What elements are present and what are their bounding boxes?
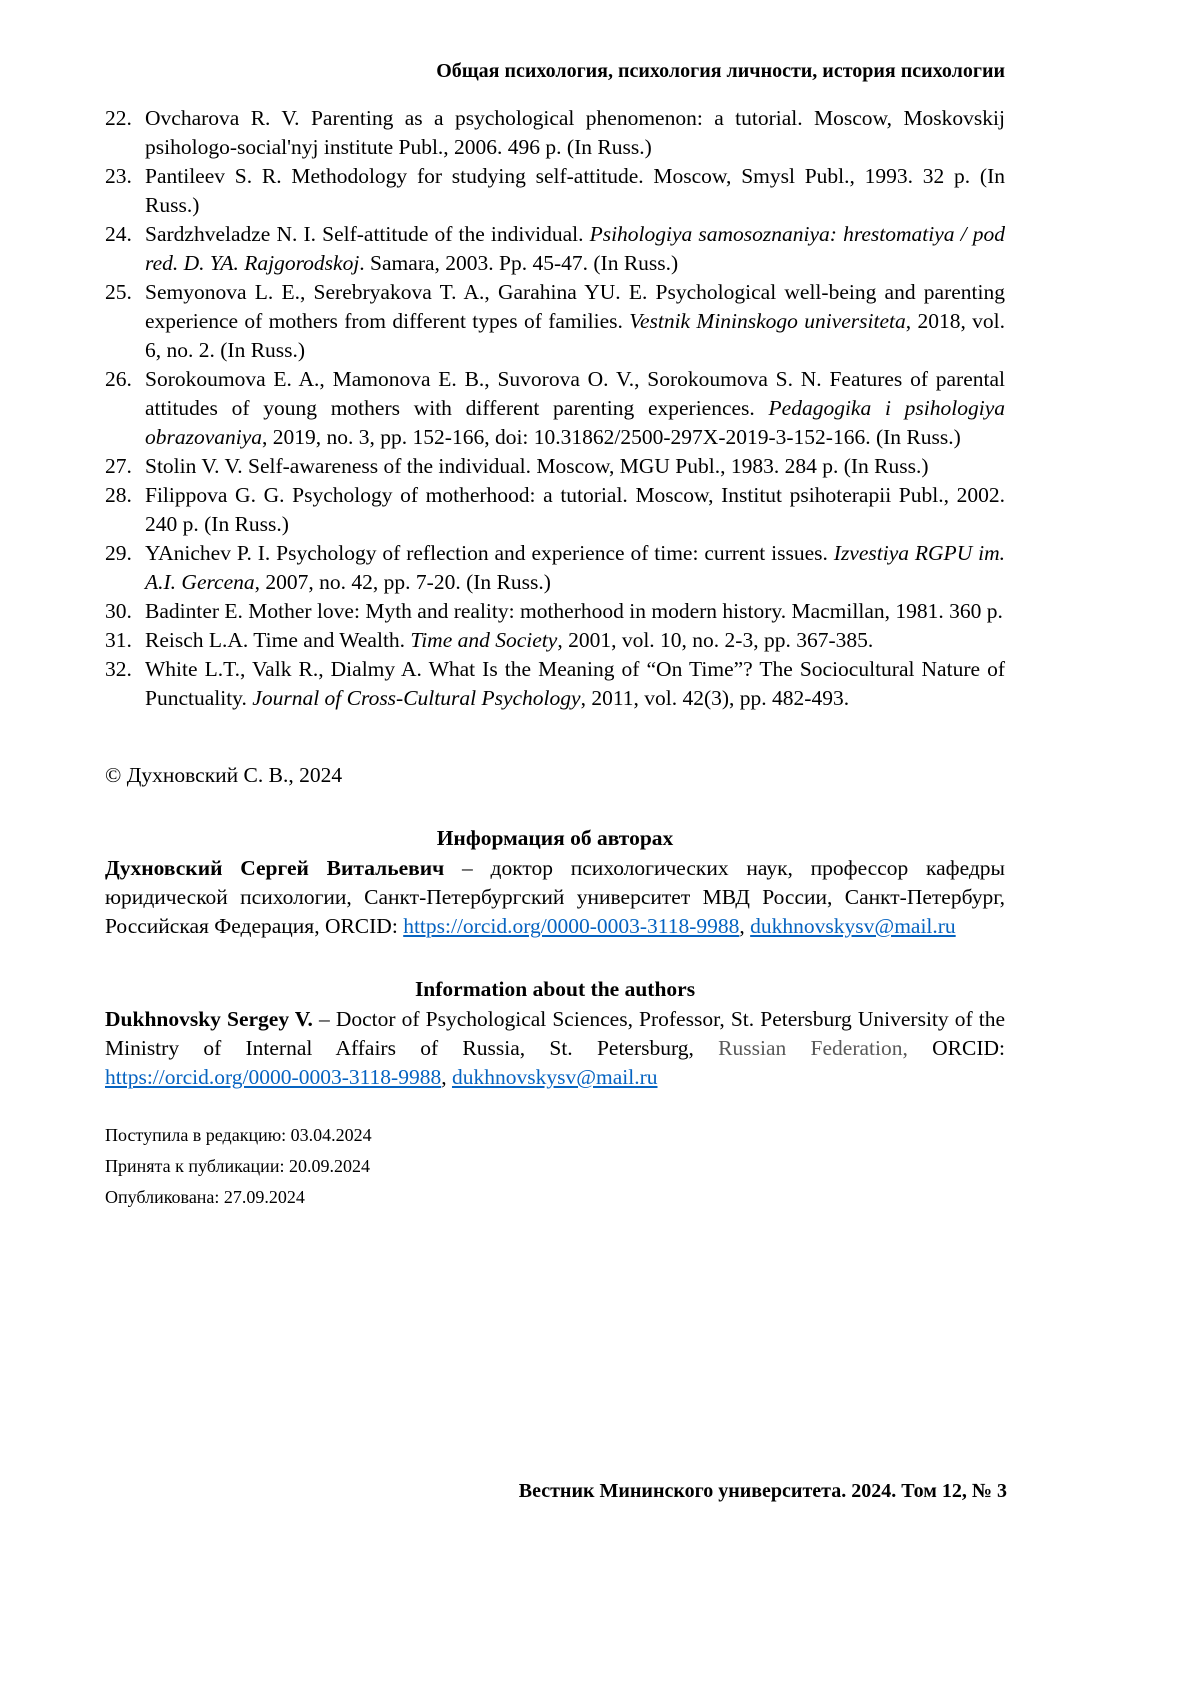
reference-segment: Stolin V. V. Self-awareness of the individual. Moscow, MGU Publ., 1983. 284 p. (In Russ.): [145, 454, 929, 478]
reference-number: 28.: [105, 483, 132, 507]
reference-item: [105, 220, 1005, 278]
reference-item: [105, 481, 1005, 539]
reference-segment: Semyonova L. E., Serebryakova T. A., Garahina YU. E. Psychological well-being and parenting experience of mothers from different types of families.: [145, 280, 1005, 333]
orcid-link-en[interactable]: https://orcid.org/0000-0003-3118-9988: [105, 1065, 442, 1089]
author-description-en-part2: ORCID:: [907, 1036, 1005, 1060]
reference-item: [105, 162, 1005, 220]
author-info-en: [105, 1005, 1005, 1092]
running-header: Общая психология, психология личности, история психологии: [436, 60, 1005, 82]
references-list: [105, 104, 1005, 713]
reference-segment: , 2007, no. 42, pp. 7-20. (In Russ.): [254, 570, 551, 594]
reference-number: 29.: [105, 541, 132, 565]
reference-number: 24.: [105, 222, 132, 246]
journal-footer: Вестник Мининского университета. 2024. Том 12, № 3: [518, 1480, 1007, 1502]
reference-number: 22.: [105, 106, 132, 130]
email-link-ru[interactable]: dukhnovskysv@mail.ru: [750, 914, 956, 938]
copyright-line: © Духновский С. В., 2024: [105, 763, 343, 787]
author-name-en: Dukhnovsky Sergey V.: [105, 1007, 313, 1031]
reference-number: 31.: [105, 628, 132, 652]
author-info-ru: [105, 854, 1005, 941]
reference-text: [145, 104, 1005, 162]
link-separator-ru: ,: [739, 914, 751, 938]
reference-segment: Sorokoumova E. A., Mamonova E. B., Suvorova O. V., Sorokoumova S. N. Features of parental attitudes of young mothers with different parenting experiences.: [145, 367, 1005, 420]
reference-text: [145, 365, 1005, 452]
author-description-en-gray: Russian Federation,: [718, 1036, 908, 1060]
date-received: Поступила в редакцию: 03.04.2024: [105, 1125, 372, 1145]
reference-segment: YAnichev P. I. Psychology of reflection and experience of time: current issues.: [145, 541, 834, 565]
reference-item: [105, 539, 1005, 597]
reference-number: 23.: [105, 164, 132, 188]
reference-segment: Time and Society: [410, 628, 558, 652]
reference-text: [145, 481, 1005, 539]
reference-number: 27.: [105, 454, 132, 478]
reference-number: 25.: [105, 280, 132, 304]
reference-text: [145, 655, 1005, 713]
authors-heading-en: Information about the authors: [414, 977, 696, 1001]
reference-item: [105, 278, 1005, 365]
reference-text: [145, 626, 1005, 655]
reference-segment: Vestnik Mininskogo universiteta: [629, 309, 906, 333]
reference-segment: , 2018, vol. 6, no. 2. (In Russ.): [145, 309, 1005, 362]
email-link-en[interactable]: dukhnovskysv@mail.ru: [451, 1065, 658, 1089]
reference-text: [145, 278, 1005, 365]
reference-segment: Pedagogika i psihologiya obrazovaniya: [145, 396, 1005, 449]
author-description-en-part1: – Doctor of Psychological Sciences, Professor, St. Petersburg University of the Ministry of Internal Affairs of Russia, St. Petersburg,: [105, 1007, 1005, 1060]
reference-text: [145, 220, 1005, 278]
reference-segment: Journal of Cross-Cultural Psychology: [252, 686, 581, 710]
author-name-ru: Духновский Сергей Витальевич: [105, 856, 445, 880]
reference-segment: Filippova G. G. Psychology of motherhood: a tutorial. Moscow, Institut psihoterapii Publ., 2002. 240 p. (In Russ.): [145, 483, 1005, 536]
reference-segment: Pantileev S. R. Methodology for studying self-attitude. Moscow, Smysl Publ., 1993. 32 p. (In Russ.): [145, 164, 1005, 217]
reference-number: 26.: [105, 367, 132, 391]
reference-item: [105, 104, 1005, 162]
reference-text: [145, 452, 1005, 481]
reference-segment: Ovcharova R. V. Parenting as a psychological phenomenon: a tutorial. Moscow, Moskovskij psihologo-social'nyj institute Publ., 2006. 496 p. (In Russ.): [145, 106, 1005, 159]
reference-number: 30.: [105, 599, 132, 623]
reference-segment: Izvestiya RGPU im. A.I. Gercena: [145, 541, 1005, 594]
reference-text: [145, 539, 1005, 597]
reference-item: [105, 597, 1005, 626]
date-published: Опубликована: 27.09.2024: [105, 1187, 305, 1207]
article-dates: [105, 1120, 1005, 1213]
authors-heading-ru: Информация об авторах: [436, 826, 674, 850]
reference-segment: Reisch L.A. Time and Wealth.: [145, 628, 411, 652]
reference-item: [105, 626, 1005, 655]
reference-text: [145, 162, 1005, 220]
link-separator-en: ,: [441, 1065, 452, 1089]
reference-segment: . Samara, 2003. Pp. 45-47. (In Russ.): [359, 251, 679, 275]
reference-item: [105, 452, 1005, 481]
orcid-link-ru[interactable]: https://orcid.org/0000-0003-3118-9988: [403, 914, 740, 938]
reference-segment: , 2019, no. 3, pp. 152-166, doi: 10.31862/2500-297X-2019-3-152-166. (In Russ.): [262, 425, 961, 449]
reference-number: 32.: [105, 657, 132, 681]
reference-segment: Psihologiya samosoznaniya: hrestomatiya / pod red. D. YA. Rajgorodskoj: [145, 222, 1005, 275]
author-description-ru: – доктор психологических наук, профессор кафедры юридической психологии, Санкт-Петербургский университет МВД России, Санкт-Петербург, Российская Федерация, ORCID:: [105, 856, 1005, 938]
reference-segment: , 2011, vol. 42(3), pp. 482-493.: [580, 686, 850, 710]
date-accepted: Принята к публикации: 20.09.2024: [105, 1156, 370, 1176]
reference-item: [105, 655, 1005, 713]
reference-item: [105, 365, 1005, 452]
reference-segment: , 2001, vol. 10, no. 2-3, pp. 367-385.: [557, 628, 874, 652]
reference-segment: Sardzhveladze N. I. Self-attitude of the individual.: [145, 222, 590, 246]
reference-segment: Badinter E. Mother love: Myth and reality: motherhood in modern history. Macmillan, 1981. 360 p.: [145, 599, 1003, 623]
reference-segment: White L.T., Valk R., Dialmy A. What Is the Meaning of “On Time”? The Sociocultural Nature of Punctuality.: [145, 657, 1005, 710]
reference-text: [145, 597, 1005, 626]
